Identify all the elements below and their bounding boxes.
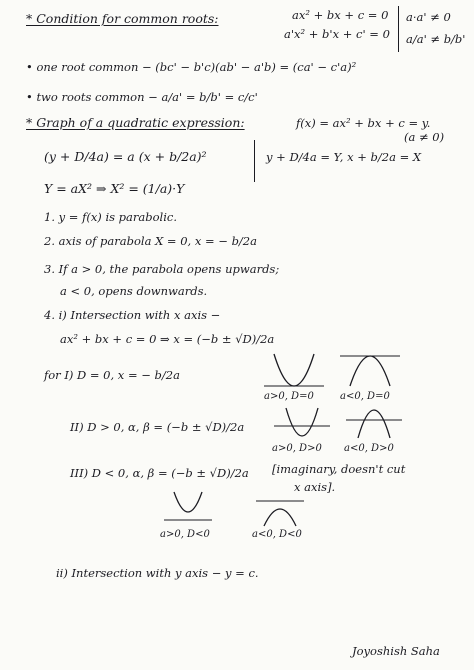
equation-2: a'x² + b'x + c' = 0: [284, 27, 390, 41]
one-root-common: • one root common − (bc' − b'c)(ab' − a'b) = (ca' − c'a)²: [26, 60, 357, 74]
equation-1: ax² + bx + c = 0: [292, 8, 389, 22]
case-1-label-a: a>0, D=0: [264, 391, 314, 402]
case-3: III) D < 0, α, β = (−b ± √D)/2a: [70, 466, 249, 480]
heading-quadratic-graph: * Graph of a quadratic expression:: [26, 115, 245, 130]
case-1: for I) D = 0, x = − b/2a: [44, 368, 180, 382]
point-1: 1. y = f(x) is parabolic.: [44, 210, 177, 224]
a-nonzero-condition: (a ≠ 0): [404, 130, 445, 144]
quadratic-expression: f(x) = ax² + bx + c = y.: [296, 116, 431, 130]
condition-ratio: a/a' ≠ b/b': [406, 32, 466, 46]
standard-parabola: Y = aX² ⇒ X² = (1/a)·Y: [44, 181, 185, 196]
parabola-up-icon: [262, 352, 326, 388]
substitution: y + D/4a = Y, x + b/2a = X: [266, 150, 422, 164]
condition-aa: a·a' ≠ 0: [406, 10, 451, 24]
x-intercept-equation: ax² + bx + c = 0 ⇒ x = (−b ± √D)/2a: [60, 332, 275, 346]
vertex-form: (y + D/4a) = a (x + b/2a)²: [44, 149, 207, 164]
signature: Joyoshish Saha: [352, 644, 440, 658]
parabola-down-cutting-icon: [344, 406, 404, 440]
case-3-note-b: x axis].: [294, 480, 336, 494]
divider-line-2: [254, 140, 255, 182]
parabola-up-no-roots-icon: [160, 490, 216, 524]
case-3-label-b: a<0, D<0: [252, 529, 302, 540]
parabola-down-icon: [338, 352, 402, 388]
case-2-label-a: a>0, D>0: [272, 443, 322, 454]
case-3-label-a: a>0, D<0: [160, 529, 210, 540]
heading-common-roots: * Condition for common roots:: [26, 11, 219, 26]
case-3-note-a: [imaginary, doesn't cut: [272, 462, 406, 476]
point-3b: a < 0, opens downwards.: [60, 284, 208, 298]
point-2: 2. axis of parabola X = 0, x = − b/2a: [44, 234, 257, 248]
case-1-label-b: a<0, D=0: [340, 391, 390, 402]
divider-line: [398, 6, 399, 52]
point-4-ii: ii) Intersection with y axis − y = c.: [56, 566, 259, 580]
point-3a: 3. If a > 0, the parabola opens upwards;: [44, 262, 280, 276]
two-roots-common: • two roots common − a/a' = b/b' = c/c': [26, 90, 258, 104]
case-2: II) D > 0, α, β = (−b ± √D)/2a: [70, 420, 245, 434]
point-4-heading: 4. i) Intersection with x axis −: [44, 308, 221, 322]
parabola-up-cutting-icon: [272, 406, 332, 440]
parabola-down-no-roots-icon: [252, 498, 308, 528]
case-2-label-b: a<0, D>0: [344, 443, 394, 454]
